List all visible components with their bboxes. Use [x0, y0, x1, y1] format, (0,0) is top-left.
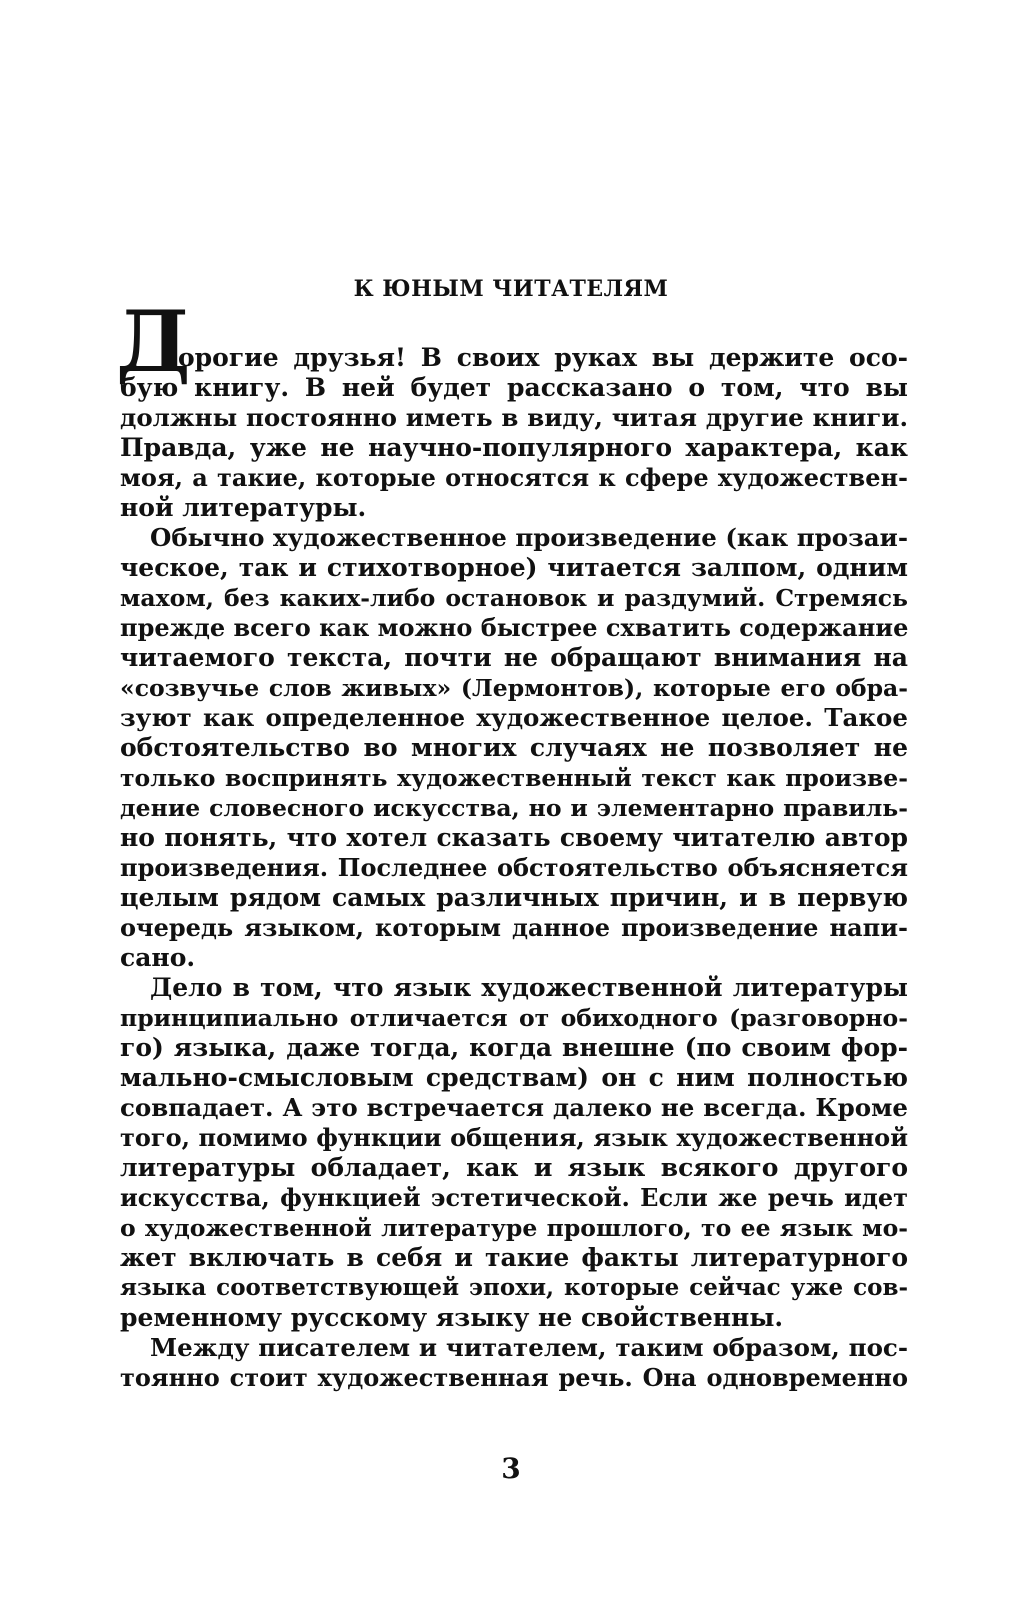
text-line: целым рядом самых различных причин, и в первую — [120, 883, 908, 912]
paragraph-2 — [120, 523, 908, 973]
text-line: бую книгу. В ней будет рассказано о том, что вы — [120, 373, 908, 402]
text-line: моя, а такие, которые относятся к сфере художествен- — [120, 463, 908, 492]
text-line: орогие друзья! В своих руках вы держите осо- — [178, 343, 908, 372]
body-text — [120, 343, 908, 1393]
page-number: 3 — [501, 1452, 521, 1485]
text-line: совпадает. А это встречается далеко не всегда. Кроме — [120, 1093, 908, 1122]
text-line: читаемого текста, почти не обращают внимания на — [120, 643, 908, 672]
text-line: дение словесного искусства, но и элементарно правиль- — [120, 794, 908, 822]
text-line: того, помимо функции общения, язык художественной — [120, 1123, 908, 1152]
text-line: ной литературы. — [120, 493, 367, 522]
text-line: только воспринять художественный текст как произве- — [120, 764, 908, 792]
text-line: о художественной литературе прошлого, то ее язык мо- — [120, 1214, 908, 1242]
text-line: обстоятельство во многих случаях не позволяет не — [120, 733, 908, 762]
text-line: принципиально отличается от обиходного (разговорно- — [120, 1004, 908, 1032]
text-line: но понять, что хотел сказать своему читателю автор — [120, 823, 908, 852]
text-line: литературы обладает, как и язык всякого другого — [120, 1153, 908, 1182]
text-line: Дело в том, что язык художественной литературы — [150, 973, 908, 1002]
chapter-heading: К ЮНЫМ ЧИТАТЕЛЯМ — [353, 276, 669, 302]
text-line: ческое, так и стихотворное) читается залпом, одним — [120, 553, 908, 582]
text-line: должны постоянно иметь в виду, читая другие книги. — [120, 403, 908, 432]
paragraph-3 — [120, 973, 908, 1333]
text-line: прежде всего как можно быстрее схватить содержание — [120, 613, 909, 642]
text-line: сано. — [120, 943, 196, 972]
text-line: языка соответствующей эпохи, которые сейчас уже сов- — [120, 1274, 908, 1301]
text-line: Между писателем и читателем, таким образом, пос- — [150, 1333, 908, 1362]
text-line: зуют как определенное художественное целое. Такое — [120, 703, 908, 732]
text-line: го) языка, даже тогда, когда внешне (по своим фор- — [120, 1033, 908, 1062]
text-line: ременному русскому языку не свойственны. — [120, 1303, 784, 1332]
text-line: произведения. Последнее обстоятельство объясняется — [120, 853, 908, 882]
text-line: махом, без каких-либо остановок и раздумий. Стремясь — [120, 584, 908, 612]
text-line: жет включать в себя и такие факты литературного — [120, 1243, 908, 1272]
text-line: очередь языком, которым данное произведение напи- — [120, 913, 908, 942]
text-line: тоянно стоит художественная речь. Она одновременно — [120, 1363, 908, 1392]
text-line: Правда, уже не научно-популярного характера, как — [120, 433, 908, 462]
paragraph-4 — [120, 1333, 908, 1393]
text-line: искусства, функцией эстетической. Если же речь идет — [120, 1183, 908, 1212]
paragraph-1 — [120, 343, 908, 523]
text-line: мально-смысловым средствам) он с ним полностью — [120, 1063, 908, 1092]
text-line: Обычно художественное произведение (как прозаи- — [150, 523, 908, 552]
text-line: «созвучье слов живых» (Лермонтов), которые его обра- — [120, 674, 908, 702]
drop-cap: Д — [116, 292, 191, 391]
